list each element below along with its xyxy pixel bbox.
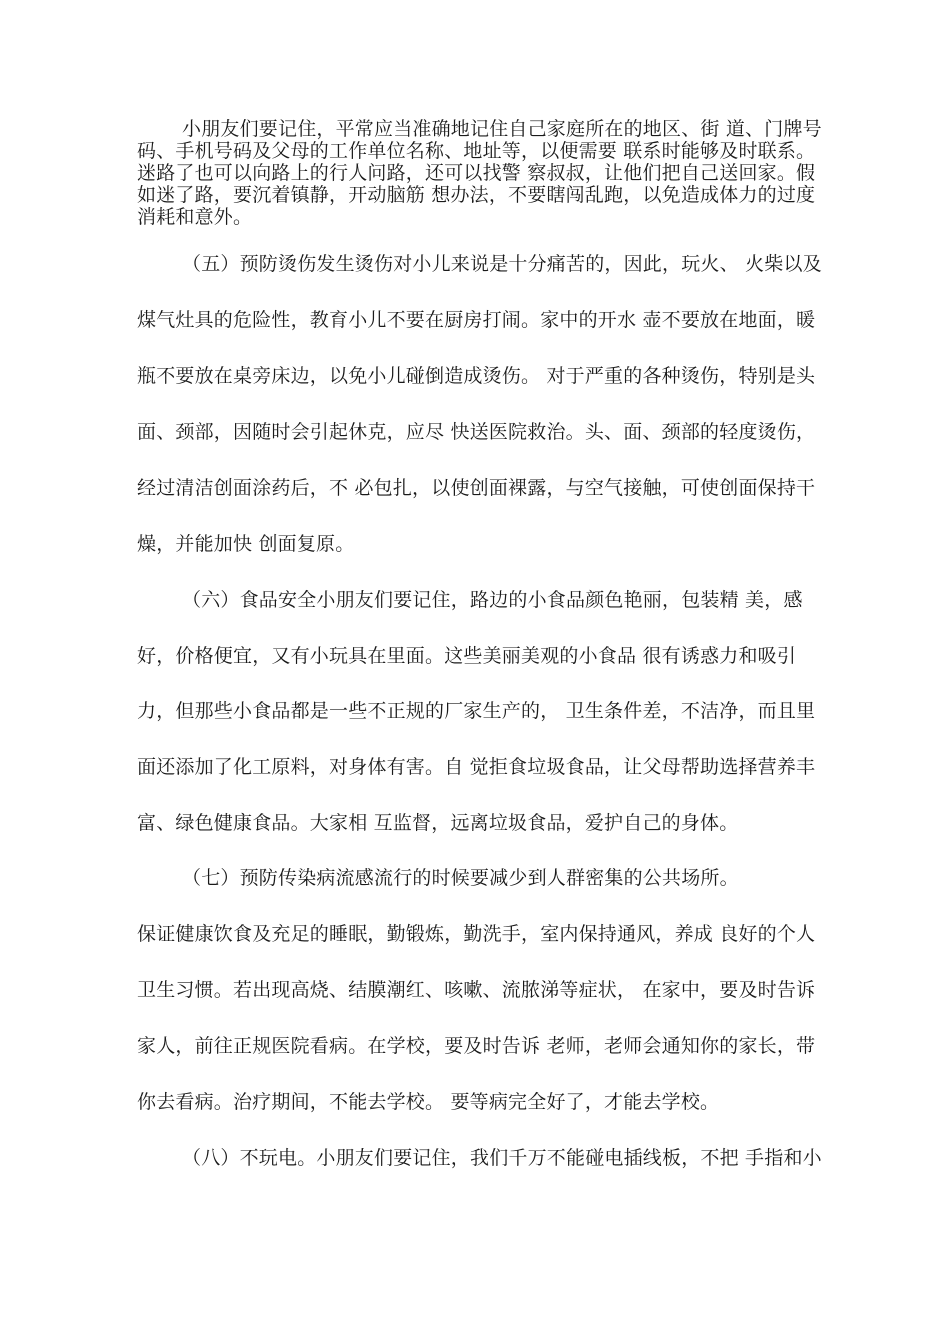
text-line: 家人，前往正规医院看病。在学校，要及时告诉 老师，老师会通知你的家长，带: [137, 1035, 816, 1057]
section-heading-line: （八）不玩电。小朋友们要记住，我们千万不能碰电插线板，不把 手指和小: [182, 1147, 822, 1169]
text-line: 瓶不要放在桌旁床边，以免小儿碰倒造成烫伤。 对于严重的各种烫伤，特别是头: [137, 365, 816, 387]
text-line: 如迷了路，要沉着镇静，开动脑筋 想办法，不要瞎闯乱跑，以免造成体力的过度: [137, 184, 816, 206]
section-heading-line: （七）预防传染病流感流行的时候要减少到人群密集的公共场所。: [182, 867, 739, 889]
text-line: 力，但那些小食品都是一些不正规的厂家生产的， 卫生条件差，不洁净，而且里: [137, 700, 816, 722]
text-line: 卫生习惯。若出现高烧、结膜潮红、咳嗽、流脓涕等症状， 在家中，要及时告诉: [137, 979, 816, 1001]
section-heading-line: （六）食品安全小朋友们要记住，路边的小食品颜色艳丽，包装精 美，感: [182, 589, 803, 611]
text-line: 燥，并能加快 创面复原。: [137, 533, 355, 555]
text-line: 小朋友们要记住，平常应当准确地记住自己家庭所在的地区、街 道、门牌号: [182, 118, 822, 140]
section-heading-line: （五）预防烫伤发生烫伤对小儿来说是十分痛苦的，因此，玩火、 火柴以及: [182, 253, 822, 275]
text-line: 煤气灶具的危险性，教育小儿不要在厨房打闹。家中的开水 壶不要放在地面，暖: [137, 309, 816, 331]
text-line: 迷路了也可以向路上的行人问路，还可以找警 察叔叔，让他们把自己送回家。假: [137, 162, 816, 184]
text-line: 经过清洁创面涂药后，不 必包扎，以使创面裸露，与空气接触，可使创面保持干: [137, 477, 816, 499]
text-line: 保证健康饮食及充足的睡眠，勤锻炼，勤洗手，室内保持通风，养成 良好的个人: [137, 923, 816, 945]
text-line: 好，价格便宜，又有小玩具在里面。这些美丽美观的小食品 很有诱惑力和吸引: [137, 645, 797, 667]
text-line: 消耗和意外。: [137, 206, 253, 228]
text-line: 面还添加了化工原料，对身体有害。自 觉拒食垃圾食品，让父母帮助选择营养丰: [137, 756, 816, 778]
text-line: 富、绿色健康食品。大家相 互监督，远离垃圾食品，爱护自己的身体。: [137, 812, 739, 834]
text-line: 码、手机号码及父母的工作单位名称、地址等，以便需要 联系时能够及时联系。: [137, 140, 816, 162]
text-line: 你去看病。治疗期间，不能去学校。 要等病完全好了，才能去学校。: [137, 1091, 720, 1113]
text-line: 面、颈部，因随时会引起休克，应尽 快送医院救治。头、面、颈部的轻度烫伤，: [137, 421, 816, 443]
